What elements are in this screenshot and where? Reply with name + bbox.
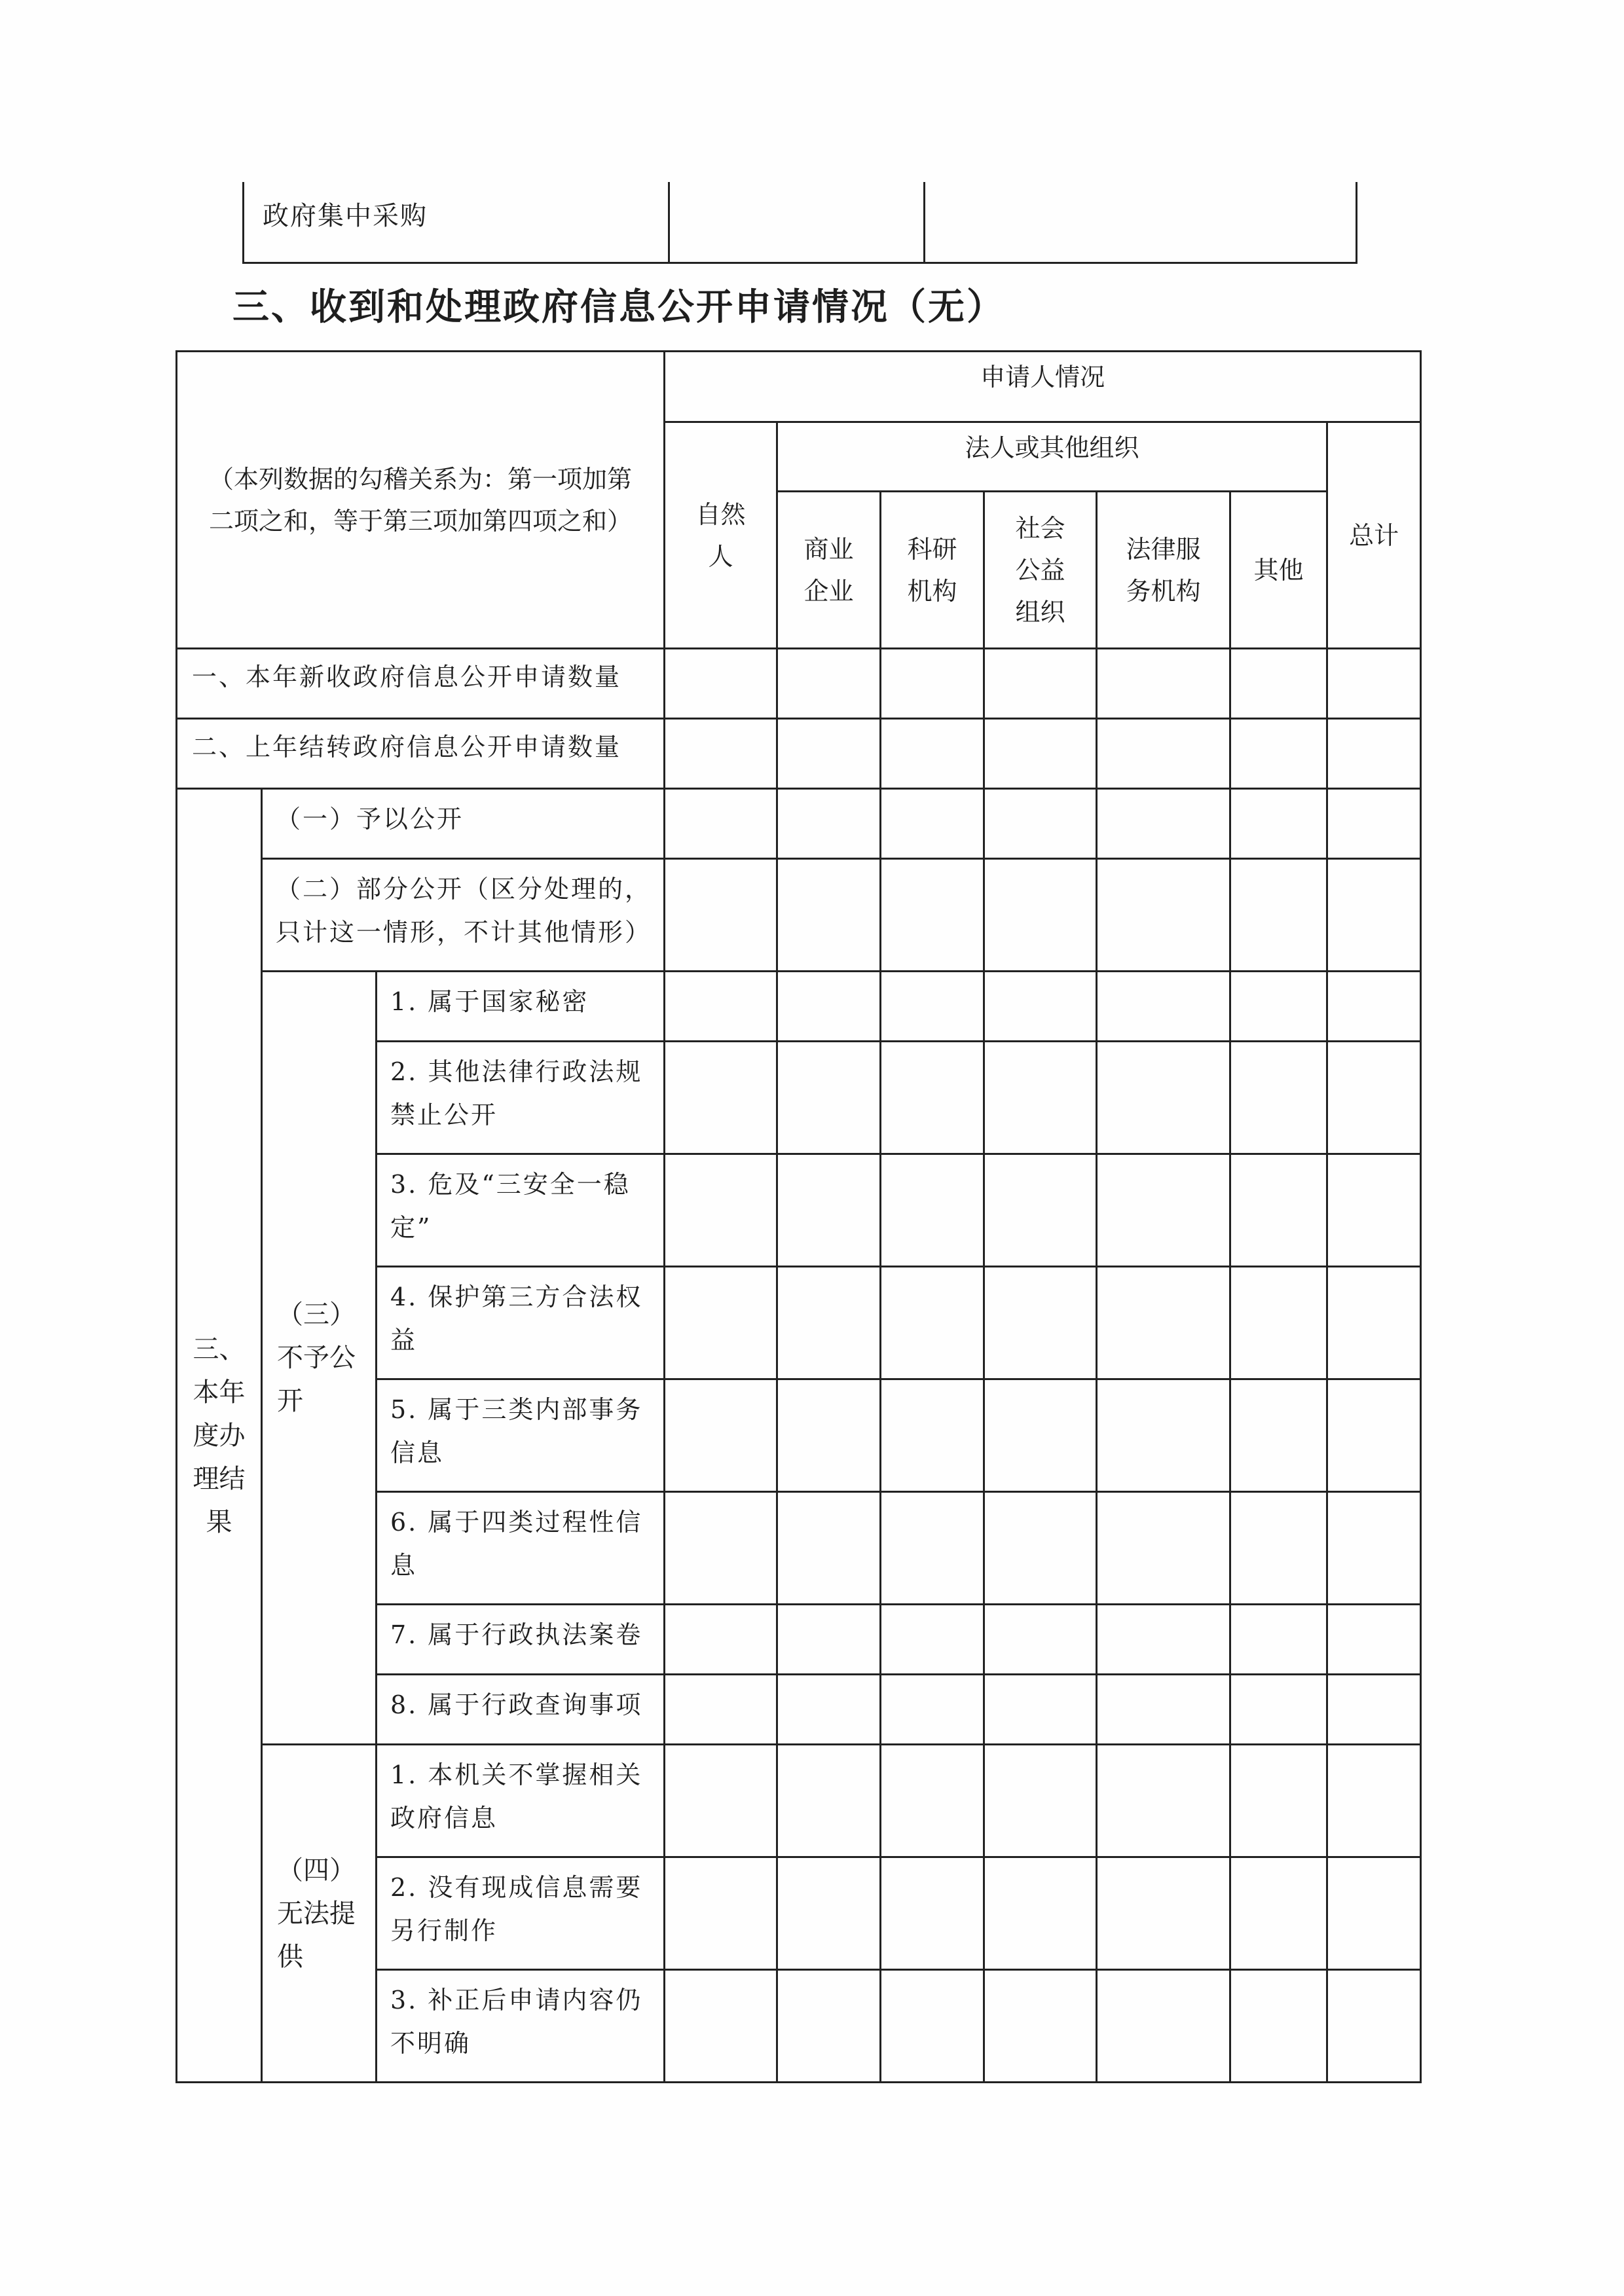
row-label-three-security (377, 1154, 665, 1267)
table-cell (984, 789, 1097, 859)
table-cell (1097, 1492, 1230, 1605)
header-line: 组织 (1015, 597, 1065, 627)
table-cell (1097, 649, 1230, 719)
header-line: 商业 (803, 534, 854, 564)
applicant-header: 申请人情况 (665, 352, 1421, 422)
table-cell (984, 1154, 1097, 1267)
application-statistics-table (175, 350, 1422, 2083)
group-line: 度办 (193, 1420, 246, 1451)
table-cell (984, 1675, 1097, 1745)
row-label-other-laws (377, 1042, 665, 1154)
table-cell (665, 789, 777, 859)
table-cell (881, 1379, 984, 1492)
group-line: （三） (277, 1300, 356, 1330)
table-row (177, 859, 1421, 972)
label-line: 息 (390, 1551, 418, 1580)
label-line: 1. 属于国家秘密 (390, 987, 589, 1016)
table-cell (777, 789, 881, 859)
table-cell (1097, 1970, 1230, 2083)
table-row (177, 719, 1421, 789)
table-cell (984, 649, 1097, 719)
table-cell (665, 649, 777, 719)
header-line: 法律服 (1126, 534, 1201, 564)
table-cell (881, 649, 984, 719)
table-cell (1230, 1605, 1327, 1675)
table-cell (881, 1492, 984, 1605)
table-cell (881, 1605, 984, 1675)
table-cell (1230, 972, 1327, 1042)
table-cell (1230, 859, 1327, 972)
group-line: 本年 (193, 1377, 246, 1408)
table-cell (777, 1042, 881, 1154)
row-label-not-held (377, 1745, 665, 1857)
table-cell (665, 1492, 777, 1605)
table-cell (984, 1042, 1097, 1154)
table-cell (777, 719, 881, 789)
label-line: 只计这一情形，不计其他情形） (276, 918, 652, 947)
table-cell (984, 1970, 1097, 2083)
table-cell (1230, 1675, 1327, 1745)
table-cell (1327, 1379, 1421, 1492)
table-cell (881, 1042, 984, 1154)
table-row (177, 789, 1421, 859)
table-cell (1327, 719, 1421, 789)
header-line: 务机构 (1126, 576, 1201, 606)
table-cell (881, 719, 984, 789)
table-cell (984, 1605, 1097, 1675)
table-cell (1327, 649, 1421, 719)
table-cell (1097, 1267, 1230, 1379)
table-cell (665, 1745, 777, 1857)
label-line: 另行制作 (390, 1916, 498, 1945)
commercial-enterprise-header (777, 492, 881, 649)
header-line: 公益 (1015, 555, 1065, 585)
table-cell (984, 1857, 1097, 1970)
label-line: 3. 补正后申请内容仍 (390, 1986, 643, 2014)
table-cell (777, 1675, 881, 1745)
note-line: （本列数据的勾稽关系为：第一项加第 (209, 464, 633, 494)
group-line: 开 (277, 1386, 303, 1416)
table-cell (1327, 1042, 1421, 1154)
row-label-third-party-rights (377, 1267, 665, 1379)
header-line: 机构 (907, 576, 957, 606)
table-cell (777, 649, 881, 719)
table-cell (665, 1675, 777, 1745)
table-cell (777, 1745, 881, 1857)
label-line: 4. 保护第三方合法权 (390, 1283, 643, 1311)
table-cell (881, 1675, 984, 1745)
table-cell (777, 1379, 881, 1492)
table-row (244, 182, 1357, 263)
table-cell (665, 1970, 777, 2083)
label-line: 益 (390, 1326, 418, 1355)
section-title: 三、收到和处理政府信息公开申请情况（无） (232, 286, 1005, 329)
header-line: 企业 (803, 576, 854, 606)
label-line: 不明确 (390, 2029, 471, 2058)
header-line: 社会 (1015, 513, 1065, 543)
row-label-still-unclear (377, 1970, 665, 2083)
row-label-carried-over: 二、上年结转政府信息公开申请数量 (177, 719, 665, 789)
table-cell (1230, 1492, 1327, 1605)
table-cell (881, 859, 984, 972)
table-cell (777, 859, 881, 972)
table-cell (1230, 719, 1327, 789)
table-cell (1097, 1745, 1230, 1857)
table-cell (984, 859, 1097, 972)
table-cell (665, 1605, 777, 1675)
row-label-procurement: 政府集中采购 (244, 182, 669, 263)
table-cell (669, 182, 925, 263)
table-cell (1230, 1042, 1327, 1154)
group-line: 三、 (193, 1334, 246, 1364)
group-line: 供 (277, 1941, 303, 1972)
table-cell (1327, 1675, 1421, 1745)
previous-table-remnant (242, 182, 1357, 264)
table-row (177, 972, 1421, 1042)
table-cell (1230, 1154, 1327, 1267)
table-cell (1327, 859, 1421, 972)
table-cell (665, 859, 777, 972)
header-row (177, 352, 1421, 422)
table-cell (881, 789, 984, 859)
group-line: 不予公 (277, 1343, 356, 1373)
group-line: （四） (277, 1855, 356, 1886)
table-cell (1097, 1379, 1230, 1492)
social-welfare-org-header (984, 492, 1097, 649)
row-label-partially-disclosed (262, 859, 665, 972)
natural-person-header (665, 422, 777, 649)
table-cell (1230, 1970, 1327, 2083)
label-line: 2. 其他法律行政法规 (390, 1057, 643, 1086)
table-cell (1097, 1605, 1230, 1675)
table-cell (1097, 719, 1230, 789)
table-cell (1230, 1857, 1327, 1970)
table-cell (1097, 1675, 1230, 1745)
table-cell (1097, 1154, 1230, 1267)
header-line: 自然 (695, 500, 746, 529)
table-cell (1097, 972, 1230, 1042)
label-line: （二）部分公开（区分处理的， (276, 875, 652, 903)
table-cell (984, 1379, 1097, 1492)
table-cell (777, 1492, 881, 1605)
header-line: 人 (708, 541, 733, 571)
table-cell (984, 1745, 1097, 1857)
header-line: 科研 (907, 534, 957, 564)
label-line: 信息 (390, 1438, 445, 1467)
table-cell (1097, 789, 1230, 859)
note-header (177, 352, 665, 649)
label-line: 1. 本机关不掌握相关 (390, 1760, 643, 1789)
table-cell (881, 1267, 984, 1379)
table-cell (984, 1492, 1097, 1605)
group-line: 果 (206, 1506, 232, 1537)
label-line: 政府信息 (390, 1804, 498, 1832)
table-cell (881, 1857, 984, 1970)
label-line: 8. 属于行政查询事项 (390, 1690, 643, 1719)
table-cell (1327, 1970, 1421, 2083)
table-cell (984, 719, 1097, 789)
table-row (177, 1745, 1421, 1857)
table-cell (665, 1857, 777, 1970)
table-cell (665, 1154, 777, 1267)
table-row (177, 649, 1421, 719)
table-cell (925, 182, 1357, 263)
row-label-state-secret (377, 972, 665, 1042)
table-cell (665, 1042, 777, 1154)
label-line: 6. 属于四类过程性信 (390, 1508, 643, 1537)
table-cell (665, 1267, 777, 1379)
table-cell (984, 972, 1097, 1042)
row-label-admin-inquiry (377, 1675, 665, 1745)
table-cell (1327, 1857, 1421, 1970)
table-cell (777, 1605, 881, 1675)
table-cell (1327, 1267, 1421, 1379)
table-cell (665, 1379, 777, 1492)
table-cell (777, 972, 881, 1042)
table-cell (881, 1745, 984, 1857)
other-header: 其他 (1230, 492, 1327, 649)
label-line: 禁止公开 (390, 1101, 498, 1129)
row-label-process-info (377, 1492, 665, 1605)
table-cell (1230, 1267, 1327, 1379)
row-label-disclosed: （一）予以公开 (262, 789, 665, 859)
row-label-internal-affairs (377, 1379, 665, 1492)
table-cell (777, 1154, 881, 1267)
table-cell (1327, 972, 1421, 1042)
note-line: 二项之和，等于第三项加第四项之和） (209, 506, 633, 536)
row-label-needs-creation (377, 1857, 665, 1970)
group-line: 无法提 (277, 1898, 356, 1929)
label-line: 7. 属于行政执法案卷 (390, 1620, 643, 1649)
label-line: 定” (390, 1213, 432, 1242)
total-header: 总计 (1327, 422, 1421, 649)
table-cell (1327, 1492, 1421, 1605)
row-label-enforcement-files (377, 1605, 665, 1675)
table-cell (1097, 859, 1230, 972)
research-institution-header (881, 492, 984, 649)
table-cell (777, 1970, 881, 2083)
table-cell (1097, 1857, 1230, 1970)
table-cell (1230, 1379, 1327, 1492)
table-cell (1327, 1745, 1421, 1857)
table-cell (777, 1857, 881, 1970)
table-cell (1230, 789, 1327, 859)
table-cell (881, 972, 984, 1042)
table-cell (665, 719, 777, 789)
table-cell (984, 1267, 1097, 1379)
table-cell (777, 1267, 881, 1379)
table-cell (665, 972, 777, 1042)
row-label-new-applications: 一、本年新收政府信息公开申请数量 (177, 649, 665, 719)
table-cell (1230, 1745, 1327, 1857)
table-cell (1230, 649, 1327, 719)
legal-entity-group-header: 法人或其他组织 (777, 422, 1327, 492)
table-cell (1327, 1154, 1421, 1267)
result-group-label (177, 789, 262, 2083)
legal-service-org-header (1097, 492, 1230, 649)
table-cell (881, 1154, 984, 1267)
label-line: 3. 危及“三安全一稳 (390, 1170, 631, 1199)
label-line: 2. 没有现成信息需要 (390, 1873, 643, 1902)
table-cell (881, 1970, 984, 2083)
group-line: 理结 (193, 1463, 246, 1494)
table-cell (1327, 789, 1421, 859)
label-line: 5. 属于三类内部事务 (390, 1395, 643, 1424)
cannot-provide-group-label (262, 1745, 377, 2083)
not-disclosed-group-label (262, 972, 377, 1745)
table-cell (1097, 1042, 1230, 1154)
table-cell (1327, 1605, 1421, 1675)
